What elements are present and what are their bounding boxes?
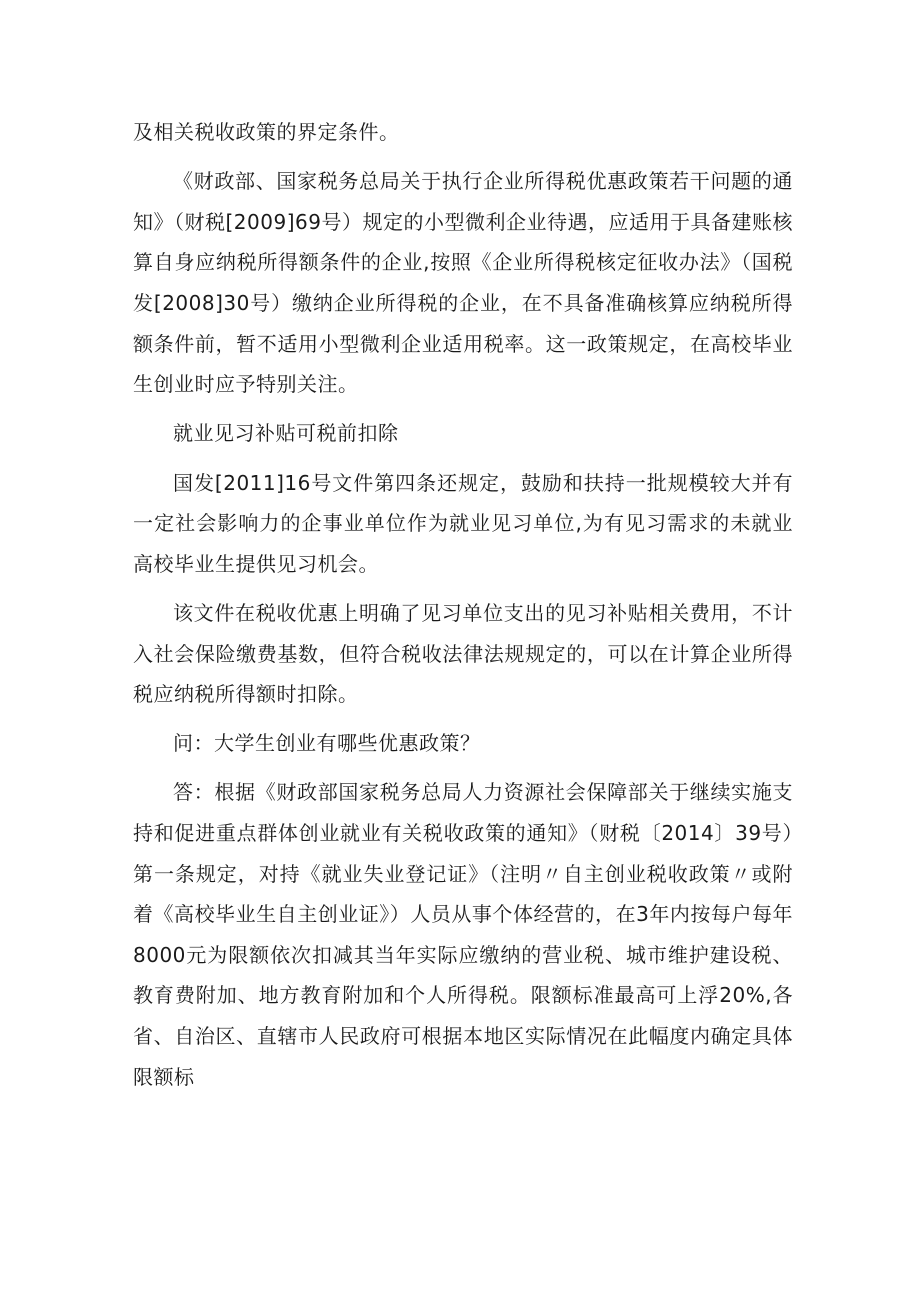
paragraph-small-enterprise-policy: 《财政部、国家税务总局关于执行企业所得税优惠政策若干问题的通知》（财税[2009]69号）规定的小型微利企业待遇，应适用于具备建账核算自身应纳税所得额条件的企业,按照《企业所得税核定征收办法》（国税发[2008]30号）缴纳企业所得税的企业，在不具备准确核算应纳税所得额条件前，暂不适用小型微利企业适用税率。这一政策规定，在高校毕业生创业时应予特别关注。	[133, 169, 793, 397]
document-body	[133, 112, 793, 1106]
paragraph-continuation: 及相关税收政策的界定条件。	[133, 120, 400, 144]
question-line: 问：大学生创业有哪些优惠政策？	[173, 731, 481, 756]
section-heading-internship-subsidy: 就业见习补贴可税前扣除	[173, 421, 399, 446]
paragraph-subsidy-deduction: 该文件在税收优惠上明确了见习单位支出的见习补贴相关费用，不计入社会保险缴费基数，但符合税收法律法规规定的，可以在计算企业所得税应纳税所得额时扣除。	[133, 600, 793, 707]
answer-paragraph: 答：根据《财政部国家税务总局人力资源社会保障部关于继续实施支持和促进重点群体创业就业有关税收政策的通知》（财税〔2014〕39号）第一条规定，对持《就业失业登记证》（注明〃自主创业税收政策〃或附着《高校毕业生自主创业证》）人员从事个体经营的，在3年内按每户每年8000元为限额依次扣减其当年实际应缴纳的营业税、城市维护建设税、教育费附加、地方教育附加和个人所得税。限额标准最高可上浮20%,各省、自治区、直辖市人民政府可根据本地区实际情况在此幅度内确定具体限额标	[133, 780, 793, 1089]
paragraph-internship-units: 国发[2011]16号文件第四条还规定，鼓励和扶持一批规模较大并有一定社会影响力的企事业单位作为就业见习单位,为有见习需求的未就业高校毕业生提供见习机会。	[133, 470, 793, 576]
